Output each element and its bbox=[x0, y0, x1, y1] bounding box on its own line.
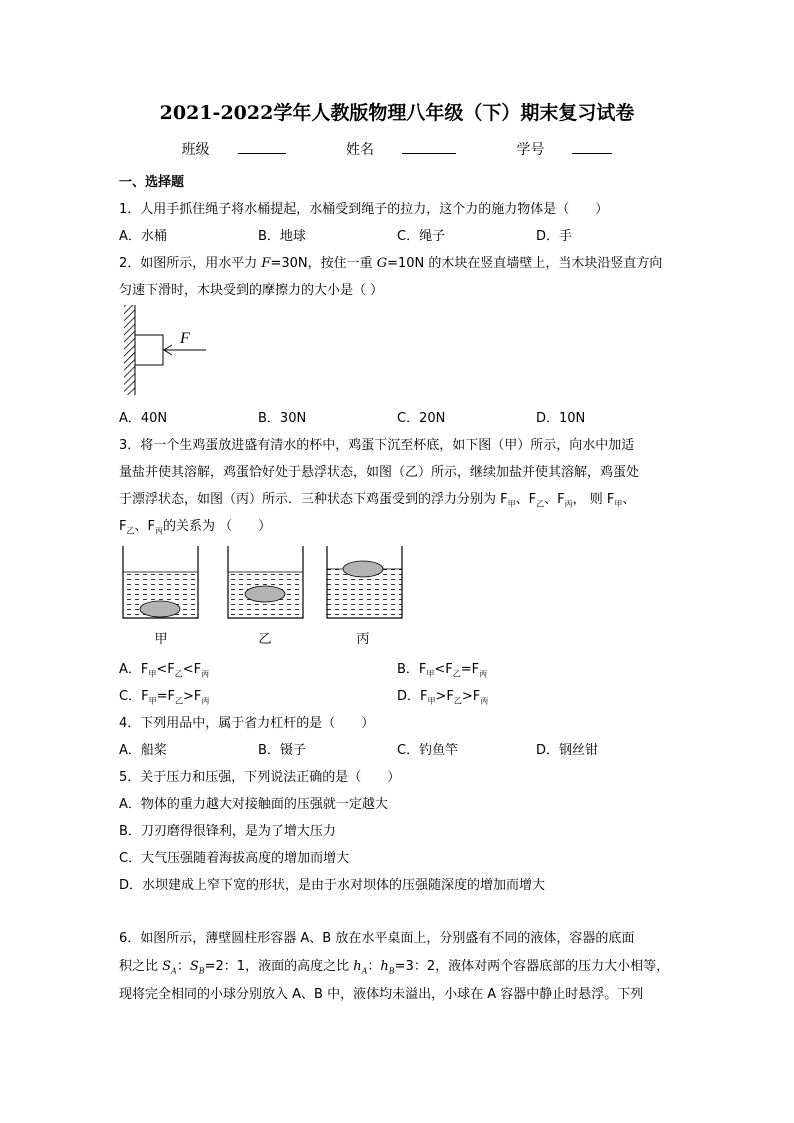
name-blank[interactable] bbox=[402, 140, 456, 154]
class-blank[interactable] bbox=[238, 140, 286, 154]
q2-option-d[interactable]: D．10N bbox=[536, 411, 586, 426]
beaker-bing bbox=[327, 546, 402, 618]
question-3-line-2: 量盐并使其溶解，鸡蛋恰好处于悬浮状态，如图（乙）所示，继续加盐并使其溶解，鸡蛋处 bbox=[119, 465, 640, 480]
q4-option-d[interactable]: D．钢丝钳 bbox=[536, 743, 599, 758]
q1-option-d[interactable]: D．手 bbox=[536, 229, 573, 244]
q4-option-c[interactable]: C．钓鱼竿 bbox=[397, 743, 459, 758]
caption-bing: 丙 bbox=[356, 632, 370, 647]
question-6-line-2: 积之比 $S_A$：$S_B=2$：1，液面的高度之比 $h_A$：$h_B=3$：2，液体对两个容器底部的压力大小相等， bbox=[119, 959, 670, 976]
q5-option-c[interactable]: C．大气压强随着海拔高度的增加而增大 bbox=[119, 851, 350, 866]
student-info-line bbox=[0, 139, 794, 159]
egg-beakers-figure bbox=[118, 542, 408, 624]
name-field[interactable] bbox=[332, 139, 470, 159]
q2-option-c[interactable]: C．20N bbox=[397, 411, 446, 426]
q5-option-d[interactable]: D．水坝建成上窄下宽的形状，是由于水对坝体的压强随深度的增加而增大 bbox=[119, 878, 546, 893]
force-label: F bbox=[180, 330, 190, 347]
question-3-line-3: 于漂浮状态，如图（丙）所示．三种状态下鸡蛋受到的浮力分别为 $F_甲$、$F_乙$、$F_丙$， 则 $F_甲$、 bbox=[119, 492, 636, 509]
q3-option-b[interactable]: B．$F_甲<F_乙=F_丙$ bbox=[397, 662, 488, 679]
question-3-line-4: $F_乙$、$F_丙$的关系为 （ ） bbox=[119, 519, 272, 536]
egg-suspended bbox=[245, 586, 285, 602]
student-id-label: 学号 bbox=[516, 142, 545, 158]
beaker-yi bbox=[228, 546, 303, 618]
caption-jia: 甲 bbox=[154, 632, 168, 647]
q2-option-b[interactable]: B．30N bbox=[258, 411, 307, 426]
q3-option-c[interactable]: C．$F_甲=F_乙>F_丙$ bbox=[119, 689, 210, 706]
wooden-block bbox=[135, 335, 163, 365]
wall-hatching bbox=[124, 305, 135, 395]
q4-option-a[interactable]: A．船桨 bbox=[119, 743, 167, 758]
class-label: 班级 bbox=[181, 142, 210, 158]
q5-option-a[interactable]: A．物体的重力越大对接触面的压强就一定越大 bbox=[119, 797, 388, 812]
class-field[interactable] bbox=[168, 139, 300, 159]
question-4-stem: 4．下列用品中，属于省力杠杆的是（ ） bbox=[119, 716, 375, 731]
q3-option-d[interactable]: D．$F_甲>F_乙>F_丙$ bbox=[397, 689, 489, 706]
question-6-line-3: 现将完全相同的小球分别放入 A、B 中，液体均未溢出，小球在 A 容器中静止时悬浮。下列 bbox=[119, 987, 644, 1002]
section-heading: 一、选择题 bbox=[119, 175, 185, 190]
q1-option-c[interactable]: C．绳子 bbox=[397, 229, 446, 244]
egg-sunk bbox=[140, 601, 180, 617]
q1-option-b[interactable]: B．地球 bbox=[258, 229, 306, 244]
question-1-stem: 1．人用手抓住绳子将水桶提起，水桶受到绳子的拉力，这个力的施力物体是（ ） bbox=[119, 202, 609, 217]
q2-option-a[interactable]: A．40N bbox=[119, 411, 168, 426]
student-id-blank[interactable] bbox=[572, 140, 612, 154]
egg-floating bbox=[343, 561, 383, 577]
question-5-stem: 5．关于压力和压强，下列说法正确的是（ ） bbox=[119, 770, 401, 785]
caption-yi: 乙 bbox=[258, 632, 272, 647]
beaker-jia bbox=[123, 546, 198, 618]
question-3-line-1: 3．将一个生鸡蛋放进盛有清水的杯中，鸡蛋下沉至杯底，如下图（甲）所示，向水中加适 bbox=[119, 438, 635, 453]
question-2-line-1: 2．如图所示，用水平力 F=30N，按住一重 G=10N 的木块在竖直墙壁上，当木块沿竖直方向 bbox=[119, 256, 663, 271]
q1-option-a[interactable]: A．水桶 bbox=[119, 229, 167, 244]
question-6-line-1: 6．如图所示，薄壁圆柱形容器 A、B 放在水平桌面上，分别盛有不同的液体，容器的底面 bbox=[119, 931, 635, 946]
q4-option-b[interactable]: B．镊子 bbox=[258, 743, 306, 758]
exam-title: 2021-2022学年人教版物理八年级（下）期末复习试卷 bbox=[159, 102, 635, 124]
wall-block-figure bbox=[120, 303, 215, 398]
question-2-line-2: 匀速下滑时，木块受到的摩擦力的大小是（ ） bbox=[119, 283, 384, 298]
name-label: 姓名 bbox=[346, 142, 374, 158]
student-id-field[interactable] bbox=[502, 139, 626, 159]
q5-option-b[interactable]: B．刀刃磨得很锋利，是为了增大压力 bbox=[119, 824, 336, 839]
q3-option-a[interactable]: A．$F_甲<F_乙<F_丙$ bbox=[119, 662, 210, 679]
